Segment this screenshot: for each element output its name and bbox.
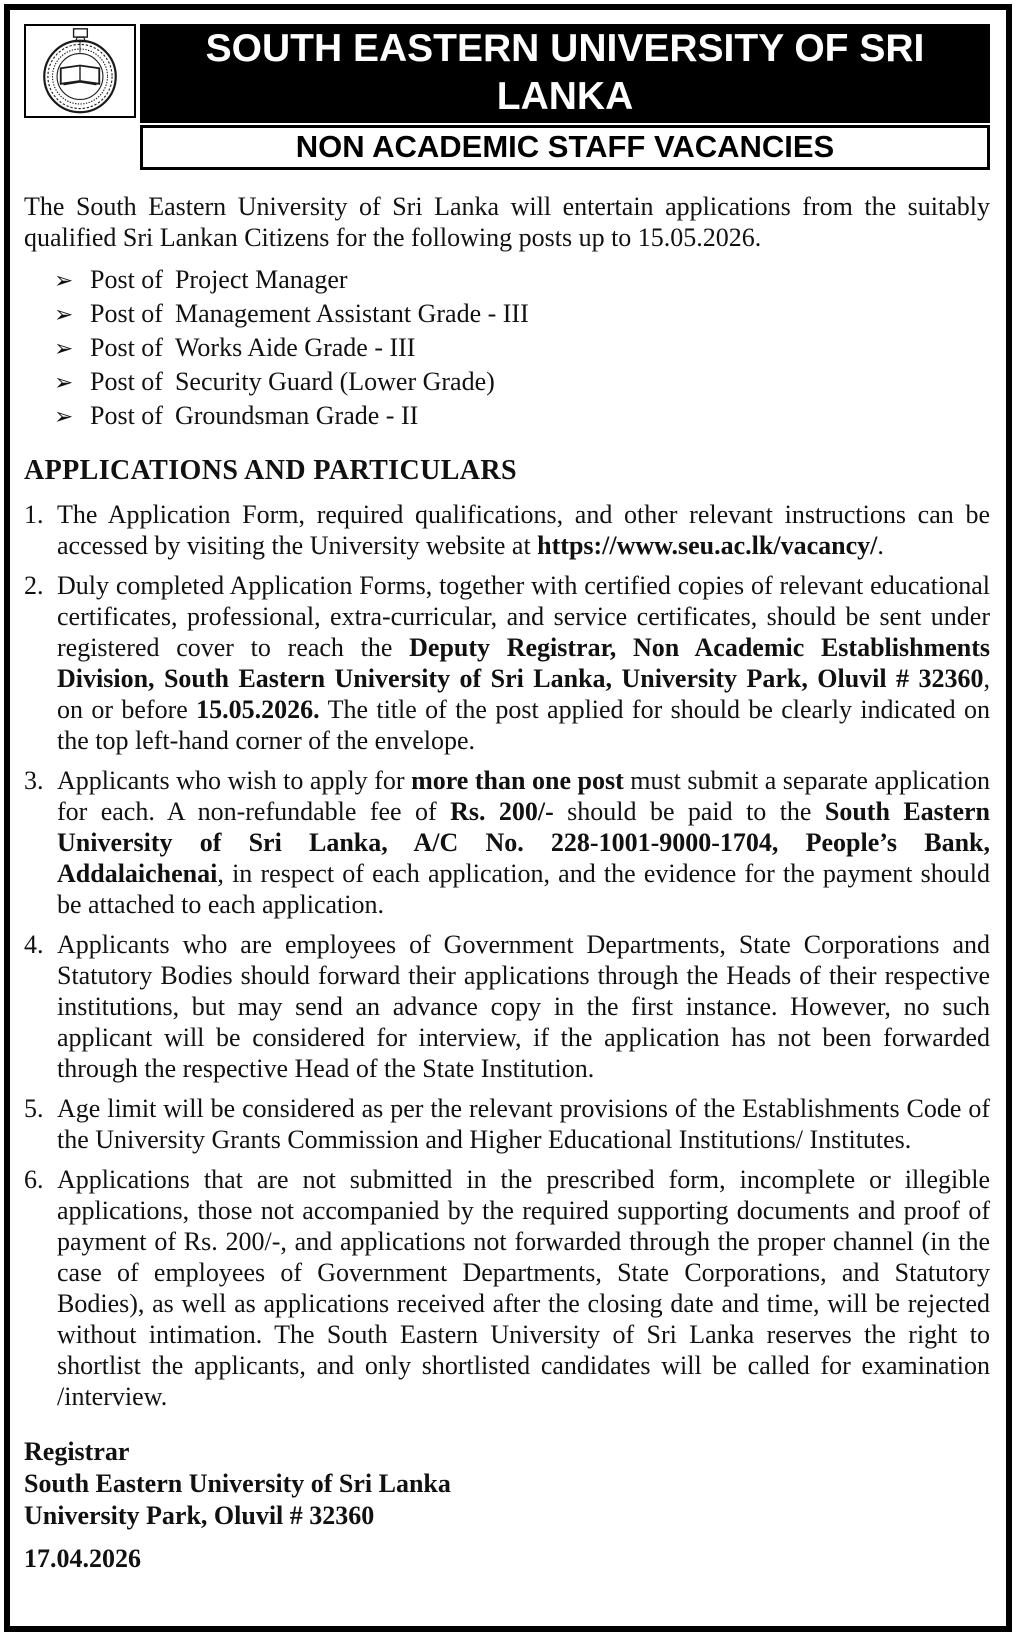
text-run: should be paid to the (553, 797, 825, 826)
post-prefix: Post of (90, 265, 163, 294)
arrow-bullet-icon: ➢ (54, 370, 74, 395)
header-titles (140, 24, 990, 170)
text-run: Rs. 200/- (450, 797, 554, 826)
arrow-bullet-icon: ➢ (54, 268, 74, 293)
text-run: Applicants who wish to apply for (57, 766, 412, 795)
particulars-list (24, 499, 990, 1412)
text-run: . (877, 531, 884, 560)
item-text (57, 1165, 990, 1411)
text-run: Deputy Registrar, Non Academic Establishments Division, South Eastern University of Sri Lanka, University Park, Oluvil # 32360 (57, 633, 990, 693)
notice-date: 17.04.2026 (24, 1544, 141, 1573)
item-text (57, 1094, 990, 1154)
item-number: 6. (24, 1165, 44, 1194)
post-title: Security Guard (Lower Grade) (174, 367, 495, 396)
text-run: 15.05.2026. (196, 695, 320, 724)
post-title: Project Manager (174, 265, 348, 294)
post-prefix: Post of (90, 401, 163, 430)
arrow-bullet-icon: ➢ (54, 302, 74, 327)
posts-list (54, 263, 990, 433)
item-number: 4. (24, 930, 44, 959)
signature-address: University Park, Oluvil # 32360 (24, 1501, 375, 1530)
text-run: Applicants who are employees of Government Departments, State Corporations and Statutory Bodies should forward their applications through the Heads of their respective institutions, but may send an advance copy in the first instance. However, no such applicant will be considered for interview, if the application has not been forwarded through the respective Head of the State Institution. (57, 930, 990, 1083)
university-crest-icon (34, 27, 126, 115)
university-name-banner: SOUTH EASTERN UNIVERSITY OF SRI LANKA (140, 24, 990, 123)
particular-item (24, 1093, 990, 1155)
signature-name: Registrar (24, 1437, 130, 1466)
item-text (57, 930, 990, 1083)
particular-item (24, 499, 990, 561)
post-prefix: Post of (90, 299, 163, 328)
item-text (57, 500, 990, 560)
post-title: Works Aide Grade - III (174, 333, 416, 362)
vacancy-notice (4, 4, 1012, 1632)
signature-org: South Eastern University of Sri Lanka (24, 1469, 451, 1498)
particular-item (24, 570, 990, 756)
signature-block (24, 1436, 990, 1532)
post-title: Management Assistant Grade - III (174, 299, 529, 328)
post-item (54, 297, 990, 331)
item-number: 5. (24, 1094, 44, 1123)
item-text (57, 571, 990, 755)
university-logo (24, 24, 136, 118)
text-run: Duly completed Application Forms, together with certified copies of relevant educational certificates, professional, extra-curricular, and service certificates, should be sent under registered cover to reach the (57, 571, 990, 662)
post-item (54, 399, 990, 433)
post-item (54, 365, 990, 399)
post-title: Groundsman Grade - II (174, 401, 419, 430)
post-item (54, 263, 990, 297)
text-run: The title of the post applied for should be clearly indicated on the top left-hand corner of the envelope. (57, 695, 990, 755)
item-text (57, 766, 990, 919)
text-run: , on or before (57, 664, 990, 724)
particular-item (24, 1164, 990, 1412)
item-number: 3. (24, 766, 44, 795)
text-run: The Application Form, required qualifications, and other relevant instructions can be accessed by visiting the University website at (57, 500, 990, 560)
text-run: , in respect of each application, and the evidence for the payment should be attached to each application. (57, 859, 990, 919)
text-run: https://www.seu.ac.lk/vacancy/ (537, 531, 878, 560)
arrow-bullet-icon: ➢ (54, 404, 74, 429)
particular-item (24, 765, 990, 920)
arrow-bullet-icon: ➢ (54, 336, 74, 361)
particular-item (24, 929, 990, 1084)
item-number: 1. (24, 500, 44, 529)
intro-paragraph: The South Eastern University of Sri Lanka will entertain applications from the suitably qualified Sri Lankan Citizens for the following posts up to 15.05.2026. (24, 192, 990, 252)
item-number: 2. (24, 571, 44, 600)
notice-title: NON ACADEMIC STAFF VACANCIES (140, 125, 990, 170)
text-run: must submit a separate application for each. A non-refundable fee of (57, 766, 990, 826)
text-run: more than one post (411, 766, 624, 795)
text-run: Applications that are not submitted in the prescribed form, incomplete or illegible applications, those not accompanied by the required supporting documents and proof of payment of Rs. 200/-, and applications not forwarded through the proper channel (in the case of employees of Government Departments, State Corporations, and Statutory Bodies), as well as applications received after the closing date and time, will be rejected without intimation. The South Eastern University of Sri Lanka reserves the right to shortlist the applicants, and only shortlisted candidates will be called for examination /interview. (57, 1165, 990, 1411)
post-prefix: Post of (90, 367, 163, 396)
post-item (54, 331, 990, 365)
post-prefix: Post of (90, 333, 163, 362)
section-heading: APPLICATIONS AND PARTICULARS (24, 455, 518, 486)
text-run: Age limit will be considered as per the relevant provisions of the Establishments Code of the University Grants Commission and Higher Educational Institutions/ Institutes. (57, 1094, 990, 1154)
notice-header (24, 24, 990, 170)
text-run: South Eastern University of Sri Lanka, A/C No. 228-1001-9000-1704, People’s Bank, Addalaichenai (57, 797, 991, 888)
